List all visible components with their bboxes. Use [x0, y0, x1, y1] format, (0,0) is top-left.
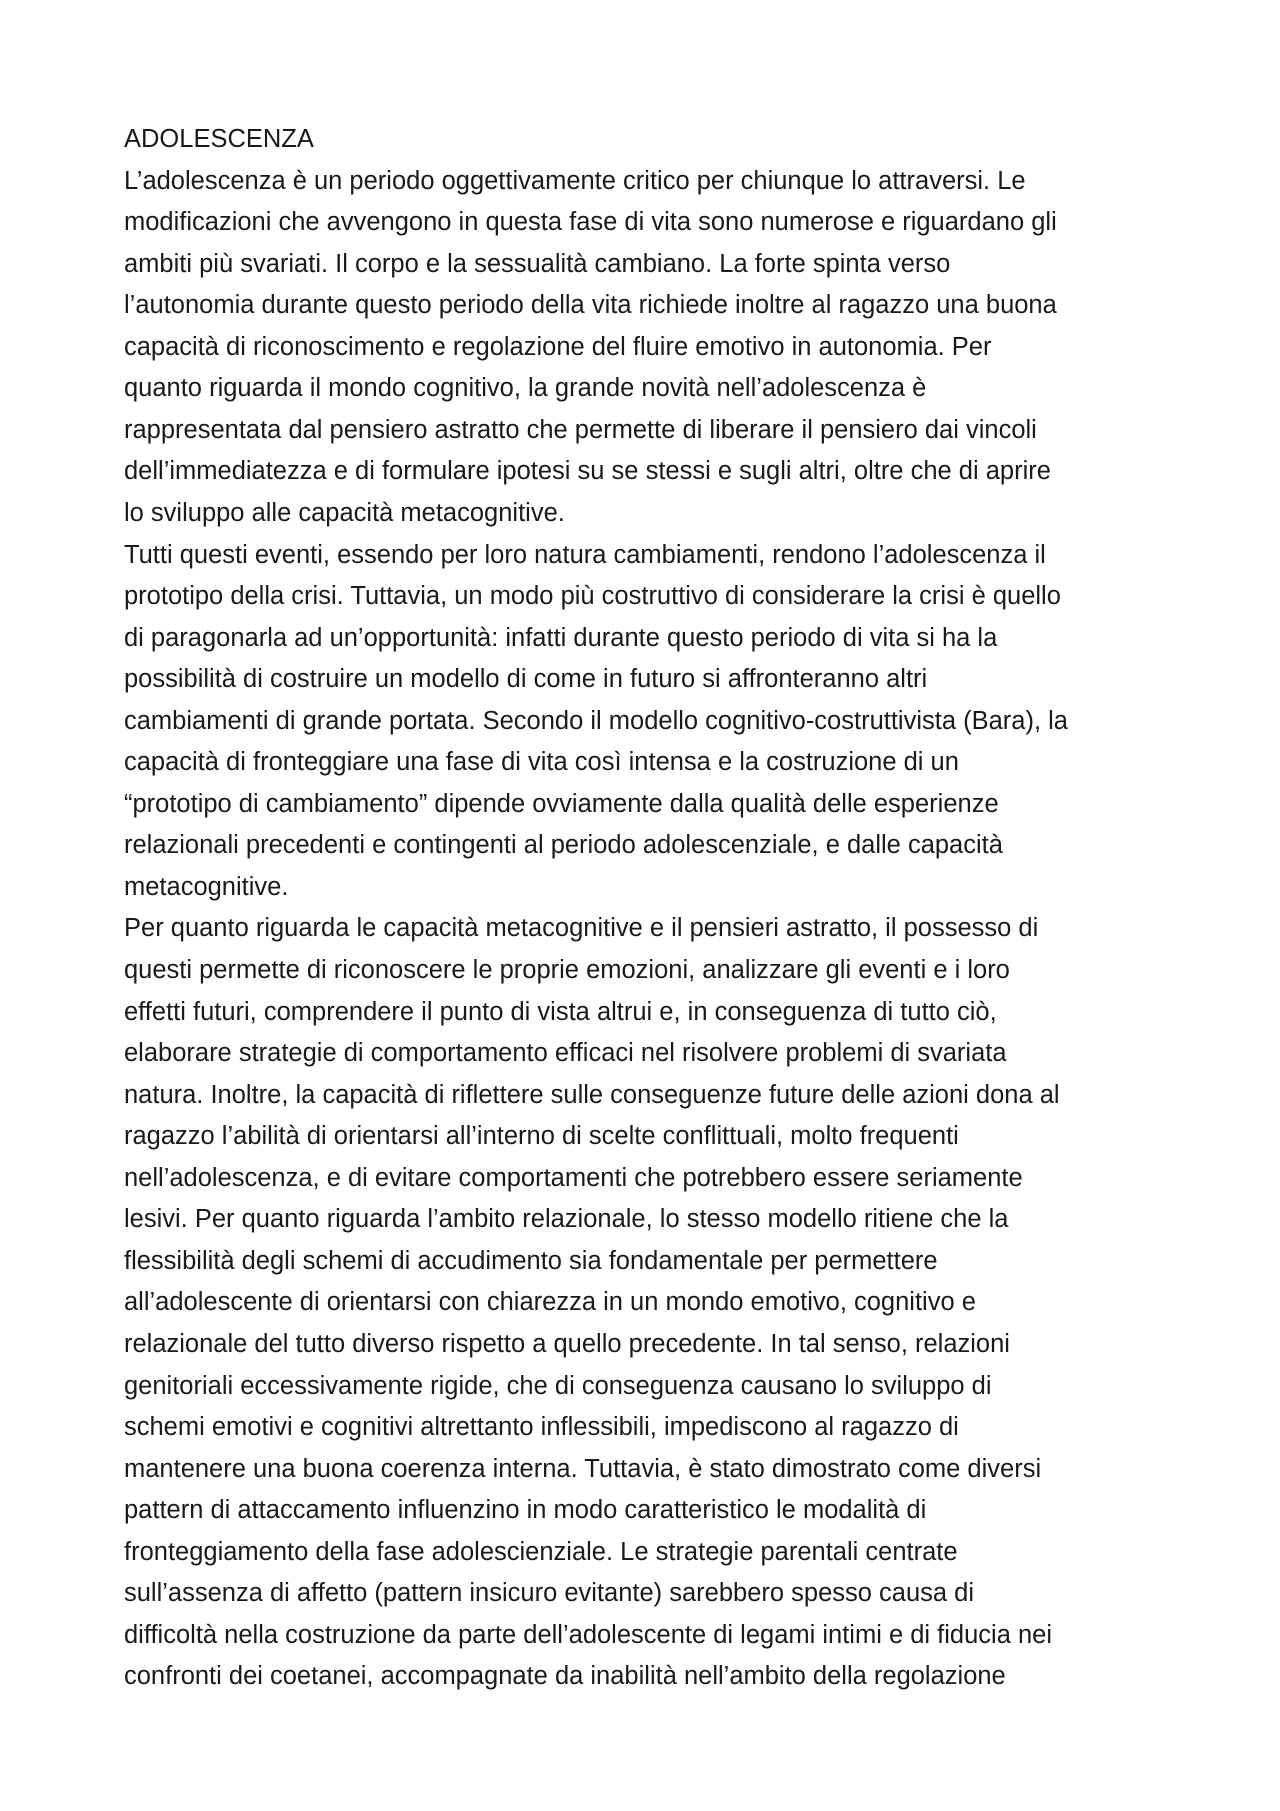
text-line: flessibilità degli schemi di accudimento sia fondamentale per permettere: [124, 1246, 938, 1275]
document-title: ADOLESCENZA: [124, 125, 314, 153]
text-line: relazionale del tutto diverso rispetto a quello precedente. In tal senso, relazioni: [124, 1329, 1010, 1358]
text-line: fronteggiamento della fase adolescienziale. Le strategie parentali centrate: [124, 1537, 958, 1566]
text-line: lesivi. Per quanto riguarda l’ambito relazionale, lo stesso modello ritiene che la: [124, 1205, 1009, 1234]
text-line: mantenere una buona coerenza interna. Tuttavia, è stato dimostrato come diversi: [124, 1454, 1042, 1483]
text-line: effetti futuri, comprendere il punto di vista altrui e, in conseguenza di tutto ciò,: [124, 997, 997, 1026]
text-line: L’adolescenza è un periodo oggettivamente critico per chiunque lo attraversi. Le: [124, 166, 1026, 195]
text-line: l’autonomia durante questo periodo della vita richiede inoltre al ragazzo una buona: [124, 291, 1057, 320]
text-line: ambiti più svariati. Il corpo e la sessualità cambiano. La forte spinta verso: [124, 249, 951, 278]
text-line: schemi emotivi e cognitivi altrettanto inflessibili, impediscono al ragazzo di: [124, 1413, 959, 1441]
text-line: genitoriali eccessivamente rigide, che di conseguenza causano lo sviluppo di: [124, 1371, 992, 1400]
text-line: Per quanto riguarda le capacità metacognitive e il pensieri astratto, il possesso di: [124, 914, 1039, 943]
text-line: lo sviluppo alle capacità metacognitive.: [124, 498, 565, 527]
text-line: capacità di fronteggiare una fase di vita così intensa e la costruzione di un: [124, 748, 959, 777]
text-line: sull’assenza di affetto (pattern insicuro evitante) sarebbero spesso causa di: [124, 1579, 975, 1608]
text-line: all’adolescente di orientarsi con chiarezza in un mondo emotivo, cognitivo e: [124, 1288, 976, 1317]
text-line: elaborare strategie di comportamento efficaci nel risolvere problemi di svariata: [124, 1039, 1007, 1068]
text-line: “prototipo di cambiamento” dipende ovviamente dalla qualità delle esperienze: [124, 789, 999, 818]
text-line: cambiamenti di grande portata. Secondo il modello cognitivo-costruttivista (Bara), la: [124, 706, 1068, 735]
text-line: nell’adolescenza, e di evitare comportamenti che potrebbero essere seriamente: [124, 1163, 1023, 1192]
text-line: possibilità di costruire un modello di come in futuro si affronteranno altri: [124, 665, 928, 694]
text-line: capacità di riconoscimento e regolazione del fluire emotivo in autonomia. Per: [124, 332, 992, 361]
text-line: pattern di attaccamento influenzino in modo caratteristico le modalità di: [124, 1496, 927, 1525]
text-line: metacognitive.: [124, 872, 289, 901]
text-line: dell’immediatezza e di formulare ipotesi su se stessi e sugli altri, oltre che di aprire: [124, 457, 1051, 486]
text-line: rappresentata dal pensiero astratto che permette di liberare il pensiero dai vincoli: [124, 415, 1037, 444]
text-line: difficoltà nella costruzione da parte dell’adolescente di legami intimi e di fiducia nei: [124, 1620, 1052, 1649]
text-line: natura. Inoltre, la capacità di riflettere sulle conseguenze future delle azioni dona al: [124, 1080, 1060, 1109]
text-line: Tutti questi eventi, essendo per loro natura cambiamenti, rendono l’adolescenza il: [124, 540, 1046, 569]
text-line: relazionali precedenti e contingenti al periodo adolescenziale, e dalle capacità: [124, 831, 1003, 860]
text-line: confronti dei coetanei, accompagnate da inabilità nell’ambito della regolazione: [124, 1662, 1006, 1691]
text-line: modificazioni che avvengono in questa fase di vita sono numerose e riguardano gli: [124, 208, 1057, 237]
text-line: questi permette di riconoscere le proprie emozioni, analizzare gli eventi e i loro: [124, 956, 1010, 984]
text-line: di paragonarla ad un’opportunità: infatti durante questo periodo di vita si ha la: [124, 623, 998, 652]
text-line: ragazzo l’abilità di orientarsi all’interno di scelte conflittuali, molto frequenti: [124, 1122, 959, 1151]
text-line: prototipo della crisi. Tuttavia, un modo più costruttivo di considerare la crisi è quello: [124, 582, 1061, 610]
text-line: quanto riguarda il mondo cognitivo, la grande novità nell’adolescenza è: [124, 374, 927, 403]
